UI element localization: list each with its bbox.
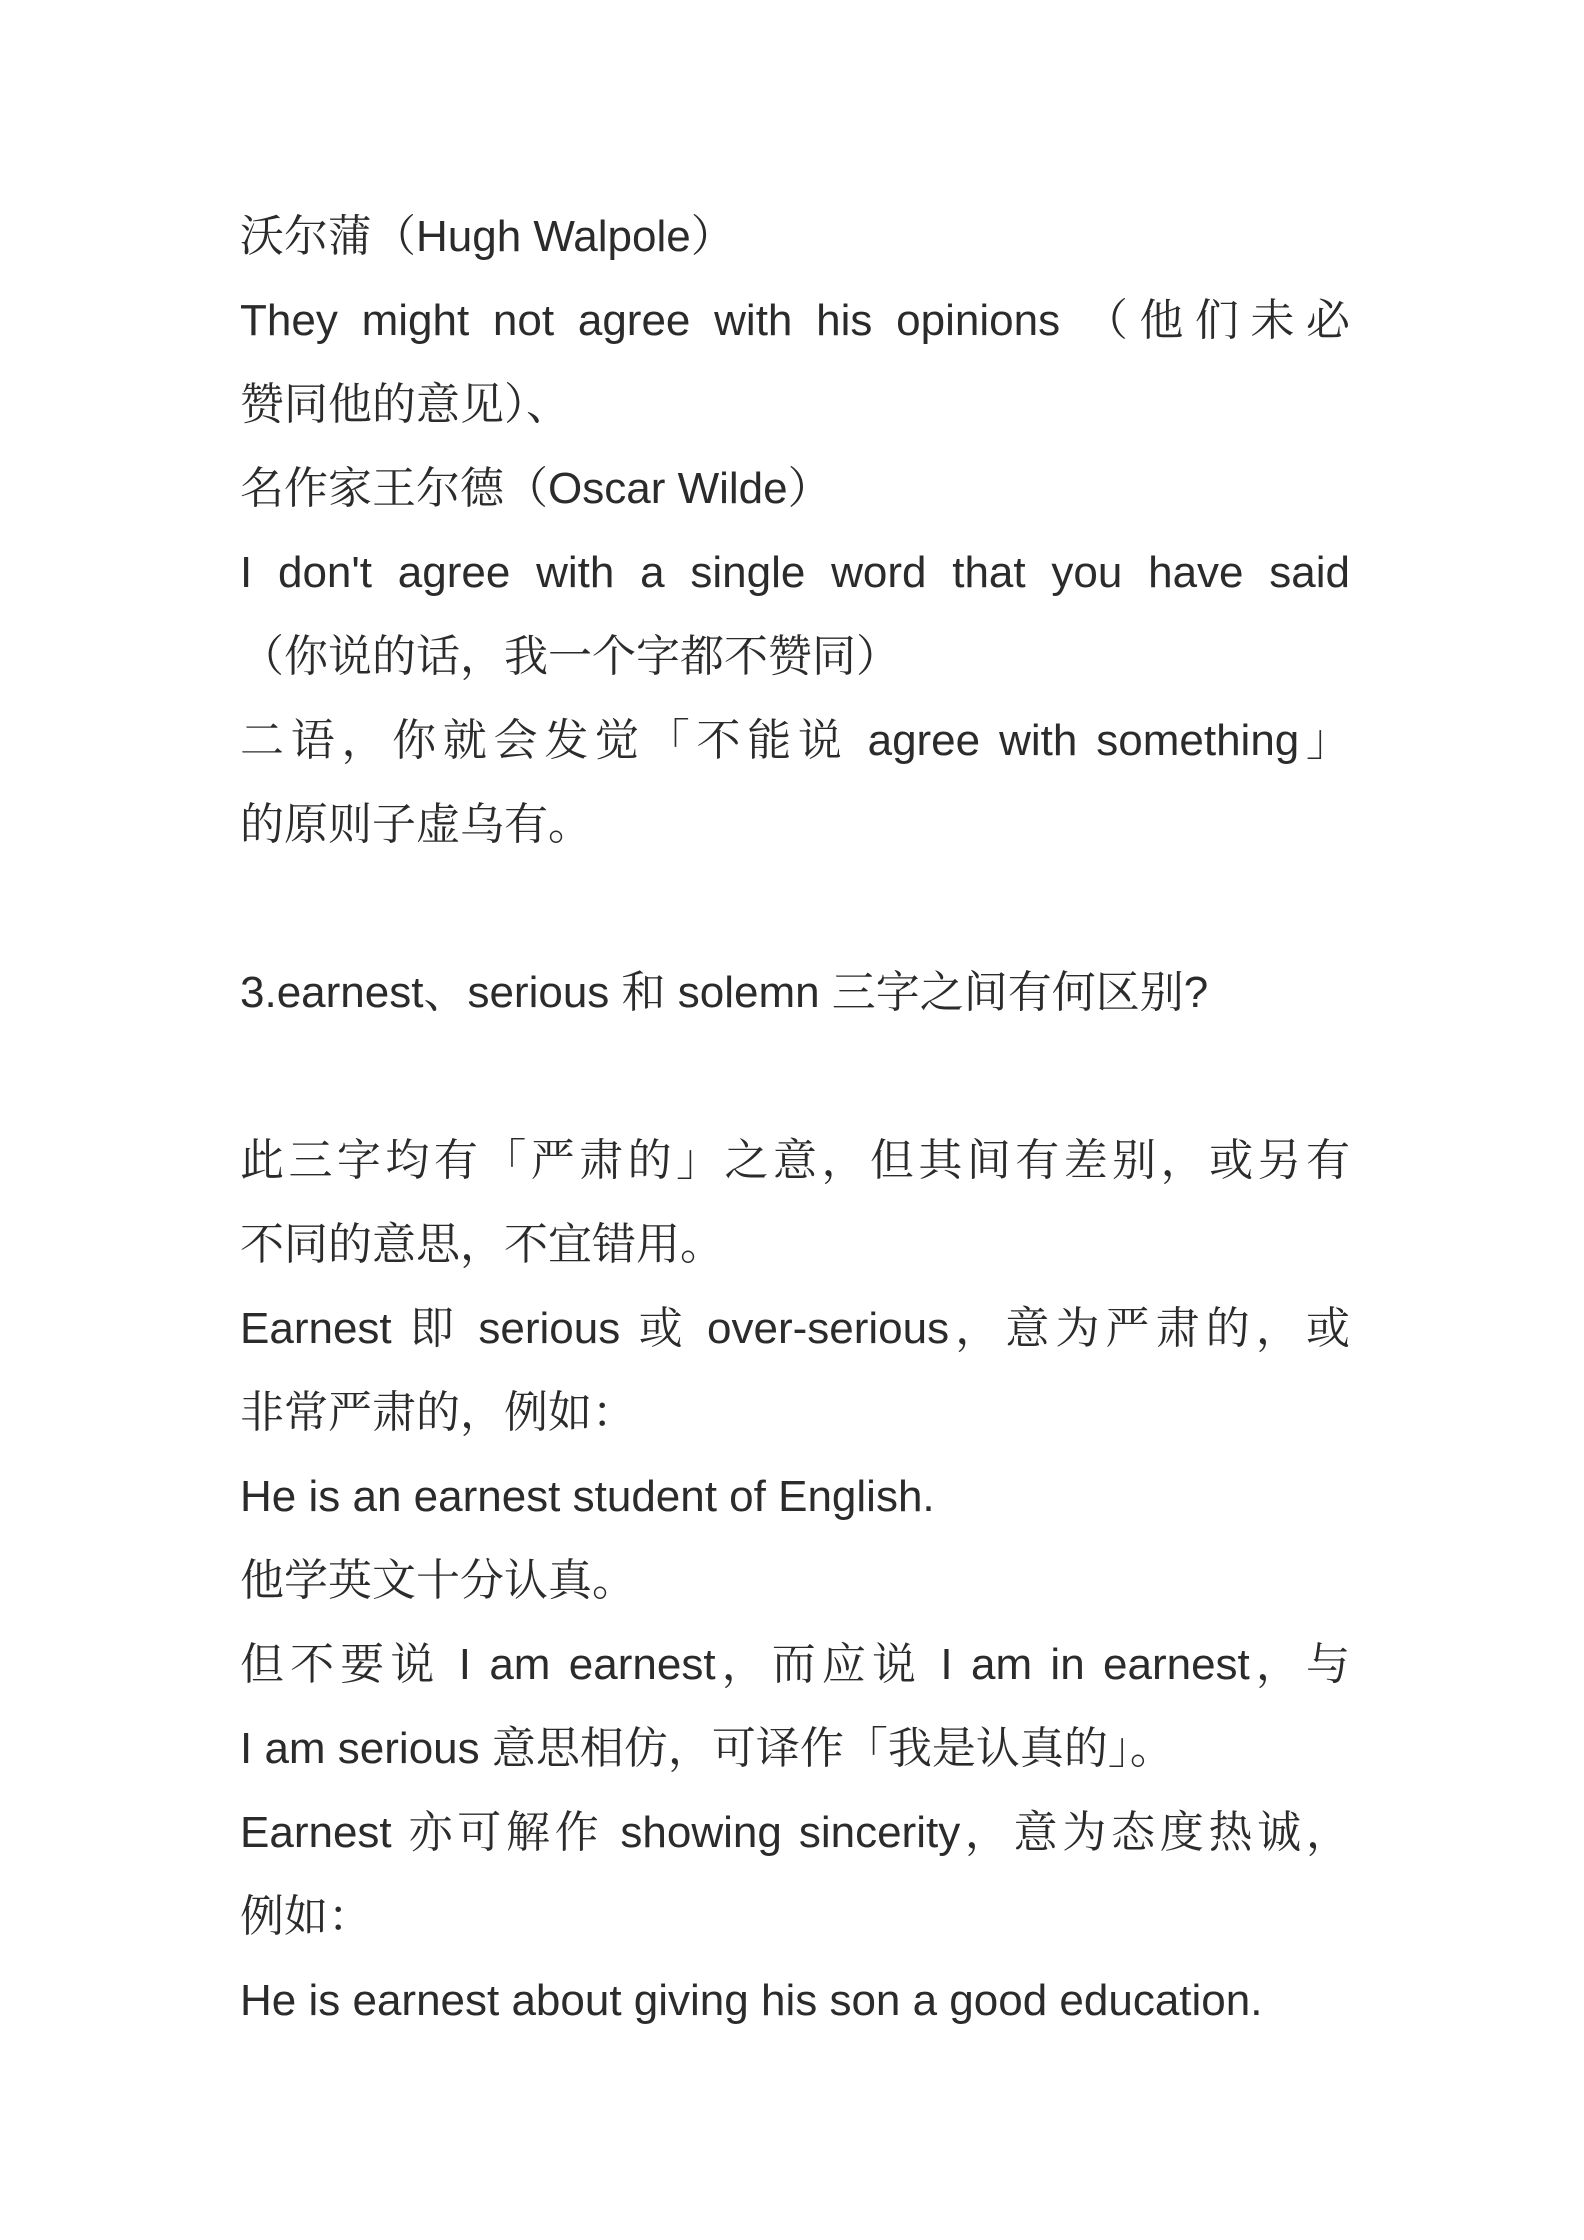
text-line-example-3: He is an earnest student of English.: [240, 1472, 935, 1521]
text-line-example-2: I don't agree with a single word that you have said: [240, 548, 1350, 597]
text-line-earnest-definition: Earnest 即 serious 或 over-serious，意为严肃的，或: [240, 1304, 1350, 1353]
text-line-conclusion-end: 的原则子虚乌有。: [240, 800, 592, 849]
text-line-intro-end: 不同的意思，不宜错用。: [240, 1220, 724, 1269]
text-line-example-1-translation: 赞同他的意见）、: [240, 380, 570, 429]
text-line-example-2-translation: （你说的话，我一个字都不赞同）: [240, 632, 900, 681]
text-line-author-walpole: 沃尔蒲（Hugh Walpole）: [240, 212, 735, 261]
section-heading: 3.earnest、serious 和 solemn 三字之间有何区别?: [240, 968, 1209, 1017]
text-line-sincerity: Earnest 亦可解作 showing sincerity，意为态度热诚，: [240, 1808, 1350, 1857]
text-line-usage-note: 但不要说 I am earnest，而应说 I am in earnest，与: [240, 1640, 1350, 1689]
text-line-earnest-definition-end: 非常严肃的，例如：: [240, 1388, 636, 1437]
text-line-example-1: They might not agree with his opinions （他们未必: [240, 296, 1350, 345]
text-line-example-3-translation: 他学英文十分认真。: [240, 1556, 636, 1605]
text-line-usage-note-end: I am serious 意思相仿，可译作「我是认真的」。: [240, 1724, 1174, 1773]
document-page: [240, 195, 1350, 2043]
paragraph-spacer: [240, 1035, 1350, 1119]
text-line-sincerity-end: 例如：: [240, 1892, 372, 1941]
paragraph-spacer: [240, 867, 1350, 951]
text-line-author-wilde: 名作家王尔德（Oscar Wilde）: [240, 464, 832, 513]
text-line-intro: 此三字均有「严肃的」之意，但其间有差别，或另有: [240, 1136, 1350, 1185]
text-line-conclusion: 二语，你就会发觉「不能说 agree with something」: [240, 716, 1350, 765]
text-line-example-4: He is earnest about giving his son a good education.: [240, 1976, 1263, 2025]
